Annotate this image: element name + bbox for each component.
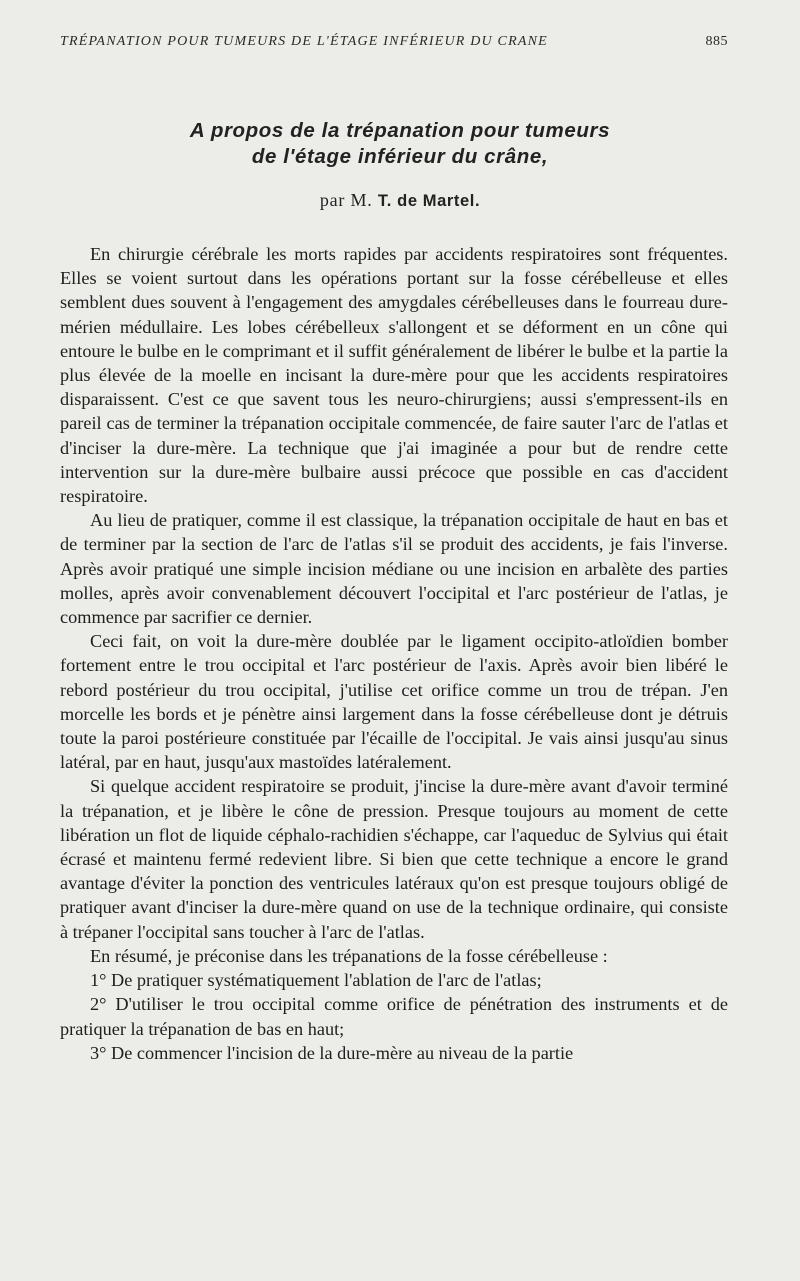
paragraph: Si quelque accident respiratoire se produit, j'incise la dure-mère avant d'avoir terminé la trépanation, et je libère le cône de pression. Presque toujours au moment de cette libération un flot de liquide céphalo-rachidien s'échappe, car l'aqueduc de Sylvius qui était écrasé et maintenu fermé redevient libre. Si bien que cette technique a encore le grand avantage d'éviter la ponction des ventricules latéraux qu'on est presque toujours obligé de pratiquer avant d'inciser la dure-mère quand on use de la technique ordinaire, qui consiste à trépaner l'occipital sans toucher à l'arc de l'atlas. [60,776,728,942]
article-title [60,118,740,170]
list-item: 2° D'utiliser le trou occipital comme orifice de pénétration des instruments et de pratiquer la trépanation de bas en haut; [60,994,728,1039]
author-name: T. de Martel. [377,192,481,210]
paragraph: En résumé, je préconise dans les trépanations de la fosse cérébelleuse : [90,945,608,966]
list-item: 1° De pratiquer systématiquement l'ablation de l'arc de l'atlas; [90,970,542,991]
article-title-line-2: de l'étage inférieur du crâne, [251,145,549,168]
paragraph: Au lieu de pratiquer, comme il est classique, la trépanation occipitale de haut en bas et de terminer par la section de l'arc de l'atlas s'il se produit des accidents, je fais l'inverse. Après avoir pratiqué une simple incision médiane ou une incision en arbalète des parties molles, après avoir convenablement découvert l'occipital et l'arc postérieur de l'atlas, je commence par sacrifier ce dernier. [60,510,728,628]
running-head-title: TRÉPANATION POUR TUMEURS DE L'ÉTAGE INFÉRIEUR DU CRANE [60,34,548,49]
page-number: 885 [705,34,728,49]
author-prefix: par M. [319,190,373,210]
list-item: 3° De commencer l'incision de la dure-mère au niveau de la partie [90,1042,574,1063]
article-author [60,190,740,211]
paragraph: En chirurgie cérébrale les morts rapides par accidents respiratoires sont fréquentes. Elles se voient surtout dans les opérations portant sur la fosse cérébelleuse et elles semblent dues souvent à l'engagement des amygdales cérébelleuses dans le fourreau dure-mérien médullaire. Les lobes cérébelleux s'allongent et se déforment en un cône qui entoure le bulbe en le comprimant et il suffit généralement de libérer le bulbe et la partie la plus élevée de la moelle en incisant la dure-mère pour que les accidents respiratoires disparaissent. C'est ce que savent tous les neuro-chirurgiens; aussi s'empressent-ils en pareil cas de terminer la trépanation occipitale commencée, de faire sauter l'arc de l'atlas et d'inciser la dure-mère. La technique que j'ai imaginée a pour but de rendre cette intervention sur la dure-mère bulbaire aussi précoce que possible en cas d'accident respiratoire. [60,244,728,507]
paragraph: Ceci fait, on voit la dure-mère doublée par le ligament occipito-atloïdien bomber fortement entre le trou occipital et l'arc postérieur de l'axis. Après avoir bien libéré le rebord postérieur du trou occipital, j'utilise cet orifice comme un trou de trépan. J'en morcelle les bords et je pénètre ainsi largement dans la fosse cérébelleuse dont je détruis toute la paroi postérieure constituée par l'écaille de l'occipital. Je vais ainsi jusqu'au sinus latéral, par en haut, jusqu'aux mastoïdes latéralement. [60,631,728,773]
running-head [60,34,728,50]
article-body [60,242,728,1065]
article-title-line-1: A propos de la trépanation pour tumeurs [189,119,611,142]
